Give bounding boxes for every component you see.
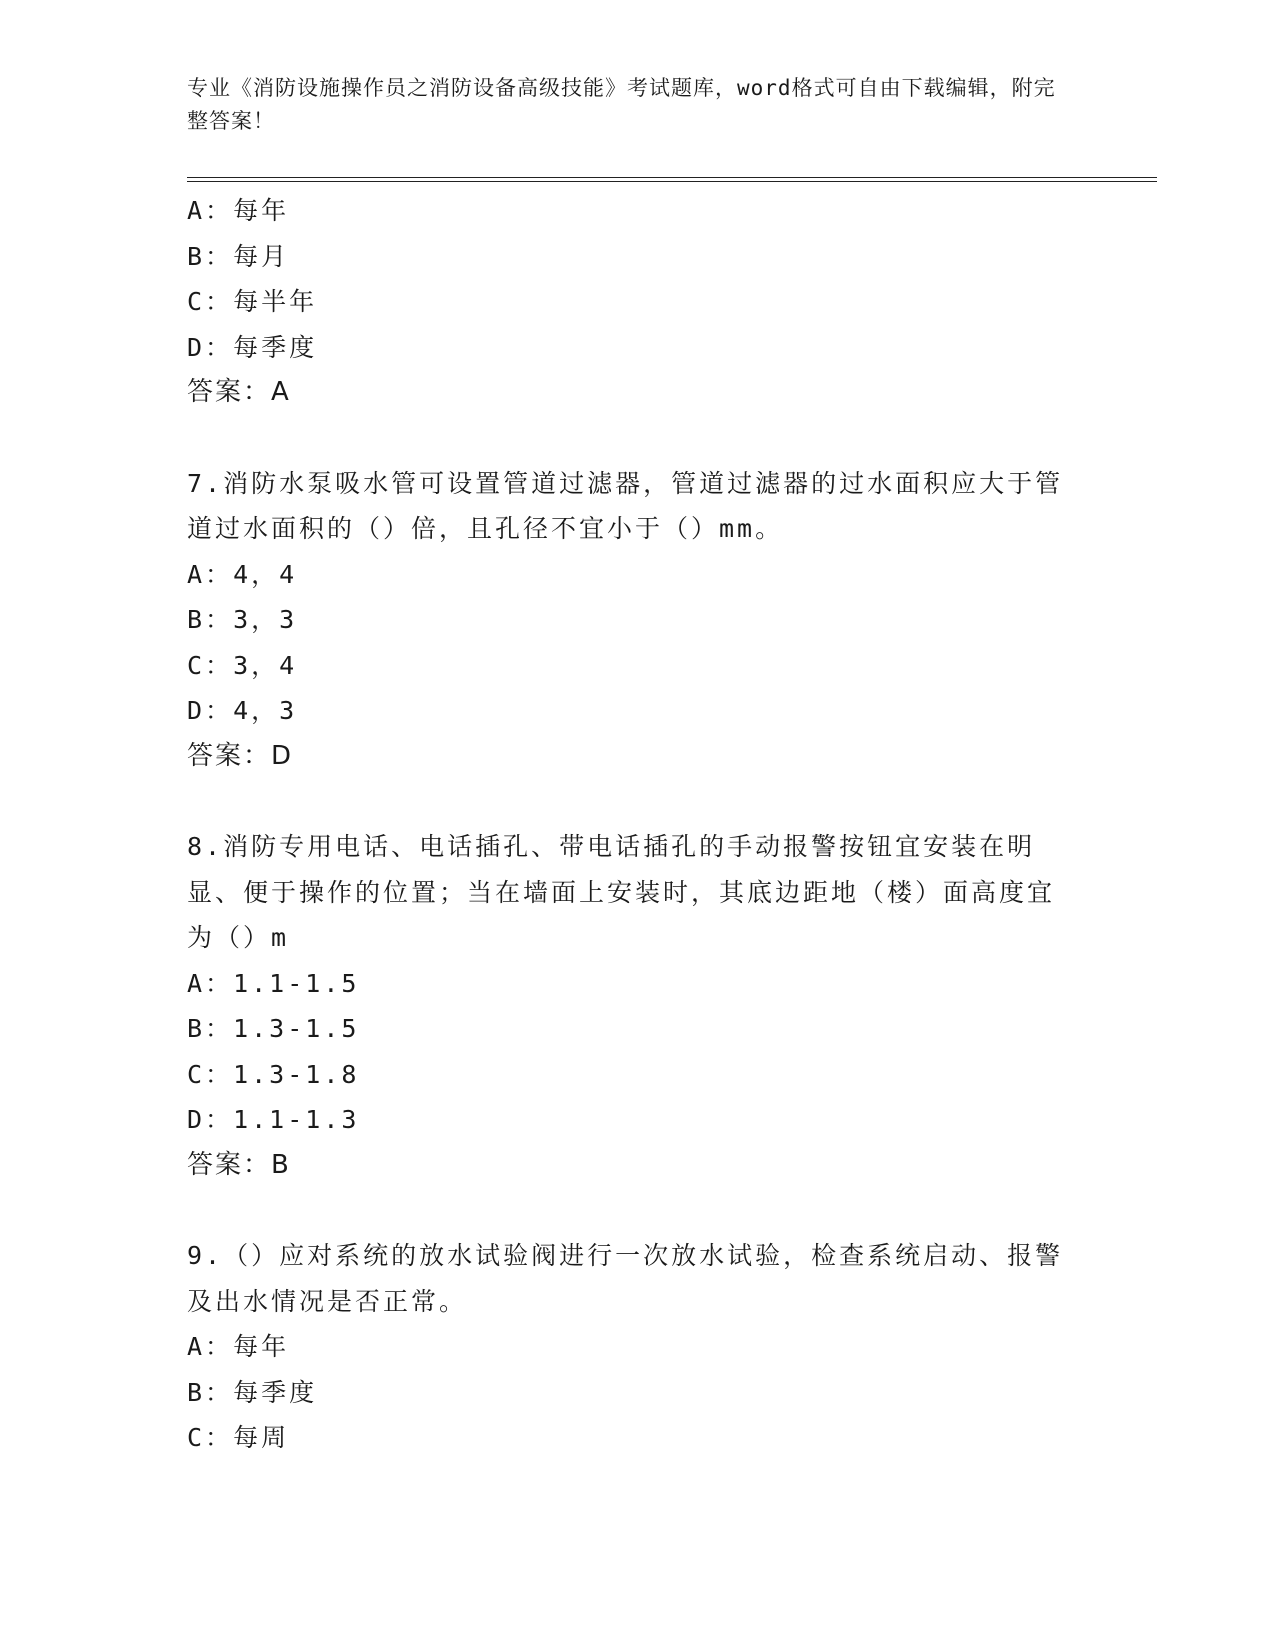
option-b xyxy=(187,597,1067,643)
option-text: 每季度 xyxy=(233,332,318,362)
option-d xyxy=(187,325,1067,371)
option-letter: C： xyxy=(187,1059,234,1089)
option-text: 4，3 xyxy=(233,696,298,725)
option-text: 3，4 xyxy=(233,650,298,680)
option-c xyxy=(187,643,1067,689)
option-letter: C： xyxy=(187,1423,234,1452)
option-a xyxy=(187,961,1067,1007)
option-letter: A： xyxy=(187,1332,234,1361)
option-c xyxy=(187,1052,1067,1098)
option-b xyxy=(187,234,1067,280)
option-letter: B： xyxy=(187,1377,234,1407)
option-letter: C： xyxy=(187,287,234,316)
option-text: 每年 xyxy=(233,196,290,225)
question-stem: 8.消防专用电话、电话插孔、带电话插孔的手动报警按钮宜安装在明显、便于操作的位置；当在墙面上安装时，其底边距地（楼）面高度宜为（）m xyxy=(187,832,1056,952)
question-6-continued xyxy=(187,188,1067,416)
answer-label: 答案：D xyxy=(187,740,294,771)
spacer xyxy=(187,779,1067,824)
option-text: 每周 xyxy=(233,1423,290,1452)
header-divider xyxy=(187,177,1157,182)
answer-label: 答案：B xyxy=(187,1149,291,1180)
option-letter: B： xyxy=(187,1014,234,1043)
option-a xyxy=(187,552,1067,598)
option-text: 1.3-1.5 xyxy=(233,1014,360,1043)
option-letter: B： xyxy=(187,605,234,634)
spacer xyxy=(187,416,1067,461)
option-a xyxy=(187,1324,1067,1370)
option-c xyxy=(187,1415,1067,1461)
answer-label: 答案：A xyxy=(187,377,291,407)
spacer xyxy=(187,1188,1067,1233)
option-letter: D： xyxy=(187,332,234,362)
option-letter: D： xyxy=(187,696,234,725)
option-d xyxy=(187,1097,1067,1143)
option-b xyxy=(187,1370,1067,1416)
option-c xyxy=(187,279,1067,325)
option-text: 1.1-1.5 xyxy=(233,968,360,998)
option-letter: A： xyxy=(187,559,234,589)
option-text: 1.3-1.8 xyxy=(233,1059,360,1089)
option-letter: D： xyxy=(187,1105,234,1134)
option-letter: B： xyxy=(187,241,234,271)
option-a xyxy=(187,188,1067,234)
question-7 xyxy=(187,461,1067,780)
question-list xyxy=(187,188,1067,1461)
option-letter: C： xyxy=(187,650,234,680)
option-text: 每月 xyxy=(233,241,290,271)
option-text: 1.1-1.3 xyxy=(233,1105,360,1134)
option-b xyxy=(187,1006,1067,1052)
option-d xyxy=(187,688,1067,734)
option-text: 每半年 xyxy=(233,287,318,316)
option-letter: A： xyxy=(187,968,234,998)
question-stem: 9.（）应对系统的放水试验阀进行一次放水试验，检查系统启动、报警及出水情况是否正常。 xyxy=(187,1241,1064,1316)
option-text: 3，3 xyxy=(233,605,298,634)
question-9 xyxy=(187,1233,1067,1461)
question-stem: 7.消防水泵吸水管可设置管道过滤器，管道过滤器的过水面积应大于管道过水面积的（）倍，且孔径不宜小于（）mm。 xyxy=(187,468,1064,543)
option-text: 每年 xyxy=(233,1332,290,1361)
question-8 xyxy=(187,824,1067,1188)
document-header: 专业《消防设施操作员之消防设备高级技能》考试题库，word格式可自由下载编辑，附完整答案！ xyxy=(187,76,1056,133)
option-letter: A： xyxy=(187,196,234,225)
option-text: 每季度 xyxy=(233,1377,318,1407)
option-text: 4，4 xyxy=(233,559,298,589)
